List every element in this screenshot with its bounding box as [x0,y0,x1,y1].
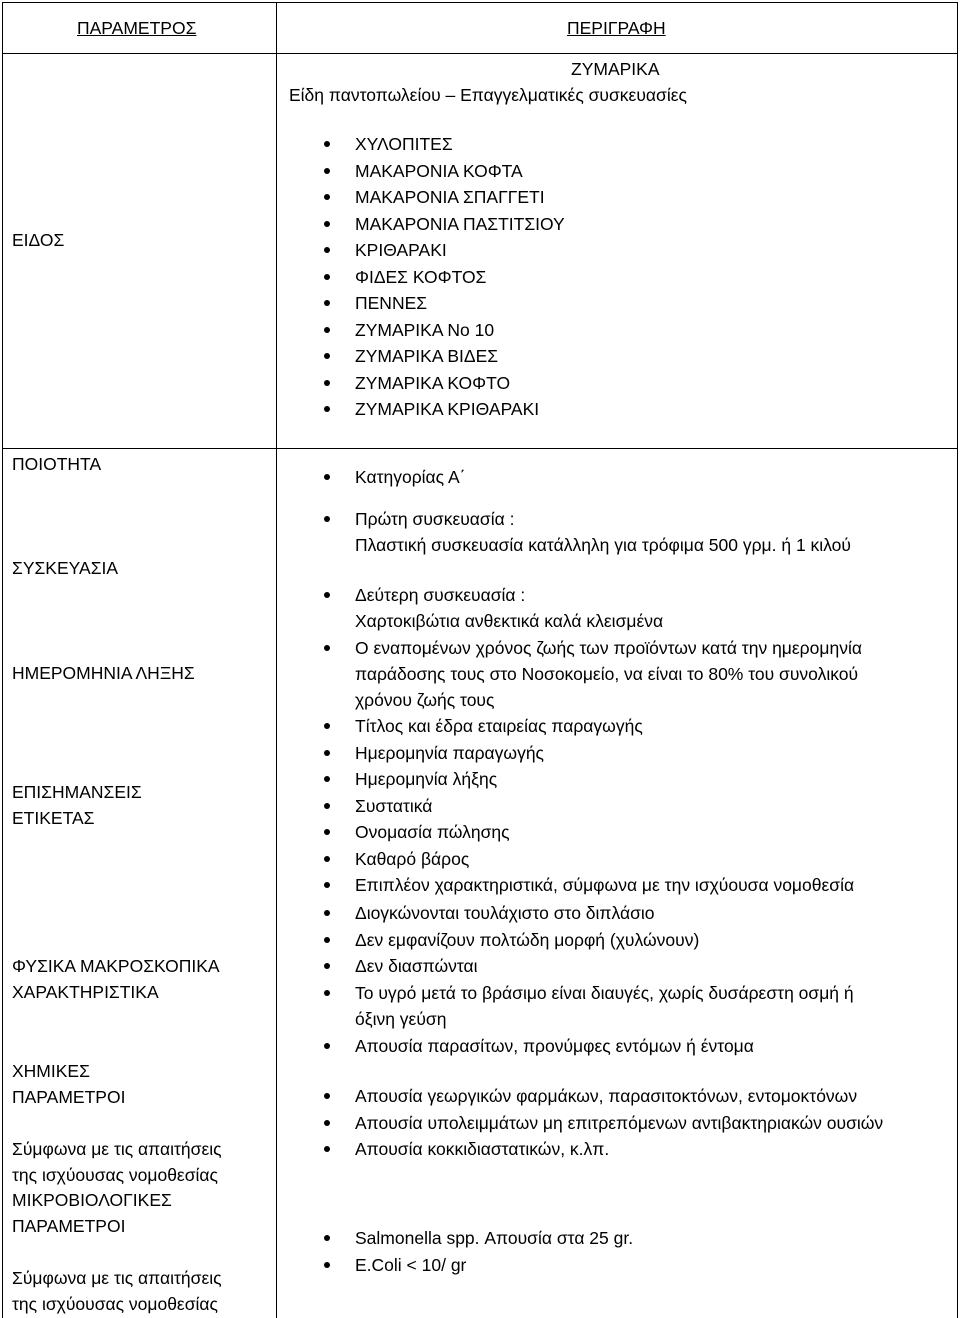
list-item: Δεν διασπώνται [320,953,699,980]
table-column-divider [276,2,277,1318]
param-ximikes-note-1: Σύμφωνα με τις απαιτήσεις [12,1139,222,1159]
table-border-right [957,2,958,1318]
list-item: Τίτλος και έδρα εταιρείας παραγωγής [320,713,854,740]
param-fysika-xaraktiristika: ΧΑΡΑΚΤΗΡΙΣΤΙΚΑ [12,982,159,1002]
physical-list [320,900,699,980]
param-ximikes-parametroi: ΠΑΡΑΜΕΤΡΟΙ [12,1087,126,1107]
expiry-line-2: παράδοσης τους στο Νοσοκομείο, να είναι το 80% του συνολικού [355,664,859,684]
bullet [324,474,330,480]
packaging-first-label: Πρώτη συσκευασία : [355,509,515,529]
bullet [324,592,330,598]
list-item: Επιπλέον χαρακτηριστικά, σύμφωνα με την ισχύουσα νομοθεσία [320,872,854,899]
param-mikro-parametroi: ΠΑΡΑΜΕΤΡΟΙ [12,1216,126,1236]
expiry-line-3: χρόνου ζωής τους [355,690,495,710]
param-eidos: ΕΙΔΟΣ [12,230,65,250]
packaging-second-label: Δεύτερη συσκευασία : [355,585,526,605]
list-item: Απουσία γεωργικών φαρμάκων, παρασιτοκτόνων, εντομοκτόνων [320,1083,883,1110]
list-item: Ημερομηνία παραγωγής [320,740,854,767]
param-syskevasia: ΣΥΣΚΕΥΑΣΙΑ [12,558,119,578]
list-item: Δεν εμφανίζουν πολτώδη μορφή (χυλώνουν) [320,927,699,954]
list-item: Συστατικά [320,793,854,820]
param-ximikes: ΧΗΜΙΚΕΣ [12,1061,90,1081]
list-item: ΖΥΜΑΡΙΚΑ ΒΙΔΕΣ [320,343,565,370]
param-episimanseis-etiketas: ΕΤΙΚΕΤΑΣ [12,808,95,828]
list-item: Διογκώνονται τουλάχιστο στο διπλάσιο [320,900,699,927]
description-column-header: ΠΕΡΙΓΡΑΦΗ [567,18,666,38]
packaging-first-detail: Πλαστική συσκευασία κατάλληλη για τρόφιμα 500 γρμ. ή 1 κιλού [355,535,851,555]
broth-line-1: Το υγρό μετά το βράσιμο είναι διαυγές, χωρίς δυσάρεστη οσμή ή [355,983,854,1003]
packaging-second-detail: Χαρτοκιβώτια ανθεκτικά καλά κλεισμένα [355,611,664,631]
param-mikro-note-1: Σύμφωνα με τις απαιτήσεις [12,1268,222,1288]
list-item: ΜΑΚΑΡΟΝΙΑ ΠΑΣΤΙΤΣΙΟΥ [320,211,565,238]
eidos-row-divider [2,448,958,449]
list-item: ΚΡΙΘΑΡΑΚΙ [320,237,565,264]
list-item: ΦΙΔΕΣ ΚΟΦΤΟΣ [320,264,565,291]
bullet [324,1043,330,1049]
product-category-title: ΖΥΜΑΡΙΚΑ [571,59,660,79]
header-row-divider [2,53,958,54]
param-ximikes-note-2: της ισχύουσας νομοθεσίας [12,1165,218,1185]
param-poiotita: ΠΟΙΟΤΗΤΑ [12,454,102,474]
param-fysika: ΦΥΣΙΚΑ ΜΑΚΡΟΣΚΟΠΙΚΑ [12,956,220,976]
bullet [324,645,330,651]
labels-list [320,713,854,899]
list-item: Salmonella spp. Απουσία στα 25 gr. [320,1225,633,1252]
list-item: Απουσία υπολειμμάτων μη επιτρεπόμενων αντιβακτηριακών ουσιών [320,1110,883,1137]
list-item: ΧΥΛΟΠΙΤΕΣ [320,131,565,158]
list-item: ΜΑΚΑΡΟΝΙΑ ΚΟΦΤΑ [320,158,565,185]
bullet [324,516,330,522]
broth-line-2: όξινη γεύση [355,1009,447,1029]
chemical-list [320,1083,883,1163]
list-item: ΖΥΜΑΡΙΚΑ ΚΡΙΘΑΡΑΚΙ [320,396,565,423]
list-item: ΖΥΜΑΡΙΚΑ Νο 10 [320,317,565,344]
list-item: Απουσία κοκκιδιαστατικών, κ.λπ. [320,1136,883,1163]
param-mikro-note-2: της ισχύουσας νομοθεσίας [12,1294,218,1314]
products-list [320,131,565,423]
list-item: Ημερομηνία λήξης [320,766,854,793]
bullet [324,990,330,996]
table-border-left [2,2,3,1318]
param-episimanseis: ΕΠΙΣΗΜΑΝΣΕΙΣ [12,782,142,802]
list-item: Καθαρό βάρος [320,846,854,873]
list-item: Ονομασία πώλησης [320,819,854,846]
list-item: ΖΥΜΑΡΙΚΑ ΚΟΦΤΟ [320,370,565,397]
micro-list [320,1225,633,1278]
product-category-subtitle: Είδη παντοπωλείου – Επαγγελματικές συσκευασίες [289,85,687,105]
expiry-line-1: Ο εναπομένων χρόνος ζωής των προϊόντων κατά την ημερομηνία [355,638,862,658]
list-item: E.Coli < 10/ gr [320,1252,633,1279]
param-mikro: ΜΙΚΡΟΒΙΟΛΟΓΙΚΕΣ [12,1190,172,1210]
param-imerominia-lixis: ΗΜΕΡΟΜΗΝΙΑ ΛΗΞΗΣ [12,663,195,683]
list-item: ΠΕΝΝΕΣ [320,290,565,317]
table-border-top [2,2,958,3]
param-column-header: ΠΑΡΑΜΕΤΡΟΣ [77,18,197,38]
list-item: ΜΑΚΑΡΟΝΙΑ ΣΠΑΓΓΕΤΙ [320,184,565,211]
quality-value: Κατηγορίας Α΄ [355,467,466,487]
parasites-item: Απουσία παρασίτων, προνύμφες εντόμων ή έντομα [355,1036,754,1056]
